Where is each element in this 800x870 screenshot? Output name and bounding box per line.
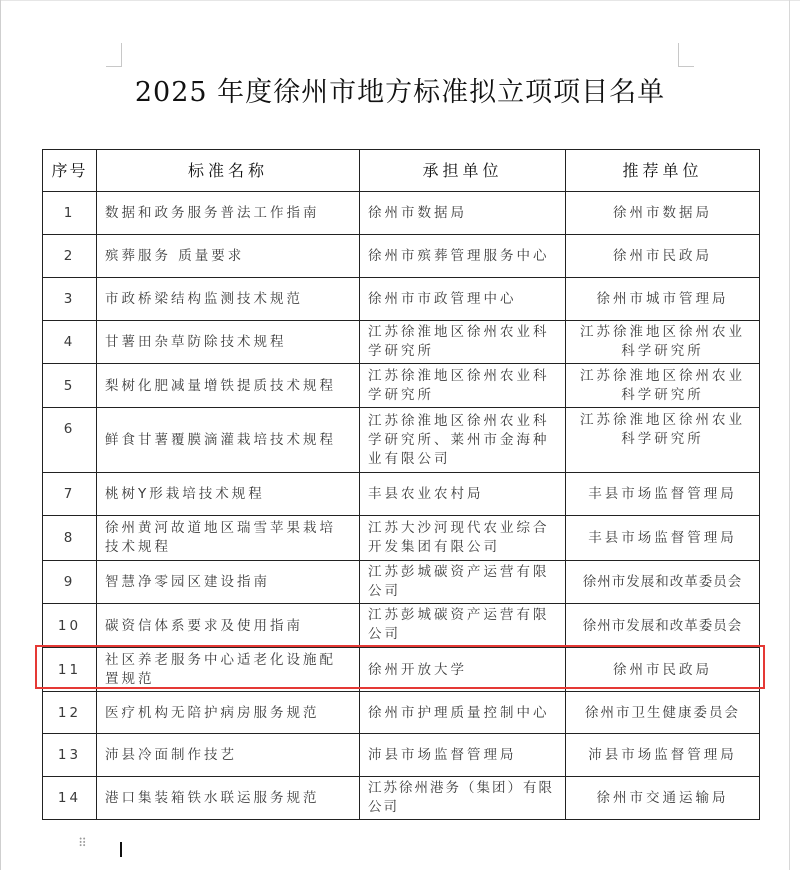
table-row (43, 364, 760, 408)
row-undertaking-unit: 徐州市殡葬管理服务中心 (360, 235, 566, 278)
table-row-highlighted (43, 648, 760, 692)
row-undertaking-unit: 江苏徐淮地区徐州农业科学研究所 (360, 321, 566, 364)
row-undertaking-unit: 徐州开放大学 (360, 648, 566, 692)
row-no: 3 (43, 278, 97, 321)
table-row (43, 734, 760, 777)
row-no: 11 (43, 648, 97, 692)
row-undertaking-unit: 沛县市场监督管理局 (360, 734, 566, 777)
header-undertaking-unit: 承担单位 (360, 150, 566, 192)
row-recommending-unit: 徐州市数据局 (566, 192, 760, 235)
table-row (43, 561, 760, 604)
row-no: 13 (43, 734, 97, 777)
row-standard-name: 徐州黄河故道地区瑞雪苹果栽培技术规程 (97, 516, 360, 561)
row-no: 10 (43, 604, 97, 648)
table-row (43, 516, 760, 561)
row-no: 2 (43, 235, 97, 278)
row-recommending-unit: 徐州市民政局 (566, 235, 760, 278)
table-row (43, 235, 760, 278)
row-no: 8 (43, 516, 97, 561)
page-left-edge (0, 0, 1, 870)
row-undertaking-unit: 江苏大沙河现代农业综合开发集团有限公司 (360, 516, 566, 561)
row-standard-name: 梨树化肥减量增铁提质技术规程 (97, 364, 360, 408)
row-standard-name: 桃树Y形栽培技术规程 (97, 473, 360, 516)
text-cursor[interactable] (120, 842, 122, 857)
row-no: 9 (43, 561, 97, 604)
page-top-edge (0, 0, 800, 1)
row-standard-name: 鲜食甘薯覆膜滴灌栽培技术规程 (97, 408, 360, 473)
row-recommending-unit: 江苏徐淮地区徐州农业科学研究所 (566, 408, 760, 473)
page-right-edge (789, 0, 790, 870)
table-row (43, 604, 760, 648)
table-row (43, 777, 760, 820)
row-standard-name: 社区养老服务中心适老化设施配置规范 (97, 648, 360, 692)
header-no: 序号 (43, 150, 97, 192)
row-recommending-unit: 徐州市发展和改革委员会 (566, 561, 760, 604)
row-undertaking-unit: 徐州市数据局 (360, 192, 566, 235)
table-row (43, 408, 760, 473)
row-standard-name: 沛县冷面制作技艺 (97, 734, 360, 777)
table-row (43, 321, 760, 364)
row-undertaking-unit: 徐州市市政管理中心 (360, 278, 566, 321)
row-recommending-unit: 丰县市场监督管理局 (566, 516, 760, 561)
margin-corner-mark-left (106, 43, 122, 67)
row-standard-name: 甘薯田杂草防除技术规程 (97, 321, 360, 364)
row-standard-name: 市政桥梁结构监测技术规范 (97, 278, 360, 321)
row-undertaking-unit: 江苏徐州港务（集团）有限公司 (360, 777, 566, 820)
row-undertaking-unit: 江苏彭城碳资产运营有限公司 (360, 561, 566, 604)
header-standard-name: 标准名称 (97, 150, 360, 192)
row-standard-name: 港口集装箱铁水联运服务规范 (97, 777, 360, 820)
row-standard-name: 碳资信体系要求及使用指南 (97, 604, 360, 648)
row-recommending-unit: 徐州市交通运输局 (566, 777, 760, 820)
row-recommending-unit: 丰县市场监督管理局 (566, 473, 760, 516)
row-standard-name: 医疗机构无陪护病房服务规范 (97, 692, 360, 734)
row-recommending-unit: 江苏徐淮地区徐州农业科学研究所 (566, 364, 760, 408)
row-no: 4 (43, 321, 97, 364)
margin-corner-mark-right (678, 43, 694, 67)
header-recommending-unit: 推荐单位 (566, 150, 760, 192)
row-no: 12 (43, 692, 97, 734)
drag-handle-icon[interactable]: ⠿ (78, 836, 88, 850)
table-row (43, 192, 760, 235)
row-undertaking-unit: 徐州市护理质量控制中心 (360, 692, 566, 734)
table-row (43, 278, 760, 321)
row-recommending-unit: 徐州市民政局 (566, 648, 760, 692)
row-recommending-unit: 江苏徐淮地区徐州农业科学研究所 (566, 321, 760, 364)
row-standard-name: 智慧净零园区建设指南 (97, 561, 360, 604)
row-no: 1 (43, 192, 97, 235)
row-no: 6 (43, 408, 97, 473)
project-list-table (42, 149, 760, 820)
table-row (43, 692, 760, 734)
row-no: 5 (43, 364, 97, 408)
document-title: 2025 年度徐州市地方标准拟立项项目名单 (134, 77, 666, 108)
row-undertaking-unit: 江苏徐淮地区徐州农业科学研究所、莱州市金海种业有限公司 (360, 408, 566, 473)
row-no: 7 (43, 473, 97, 516)
row-undertaking-unit: 江苏彭城碳资产运营有限公司 (360, 604, 566, 648)
row-recommending-unit: 徐州市卫生健康委员会 (566, 692, 760, 734)
row-recommending-unit: 沛县市场监督管理局 (566, 734, 760, 777)
table-header-row (43, 150, 760, 192)
row-standard-name: 数据和政务服务普法工作指南 (97, 192, 360, 235)
table-row (43, 473, 760, 516)
row-undertaking-unit: 江苏徐淮地区徐州农业科学研究所 (360, 364, 566, 408)
row-no: 14 (43, 777, 97, 820)
row-standard-name: 殡葬服务 质量要求 (97, 235, 360, 278)
row-undertaking-unit: 丰县农业农村局 (360, 473, 566, 516)
row-recommending-unit: 徐州市发展和改革委员会 (566, 604, 760, 648)
row-recommending-unit: 徐州市城市管理局 (566, 278, 760, 321)
